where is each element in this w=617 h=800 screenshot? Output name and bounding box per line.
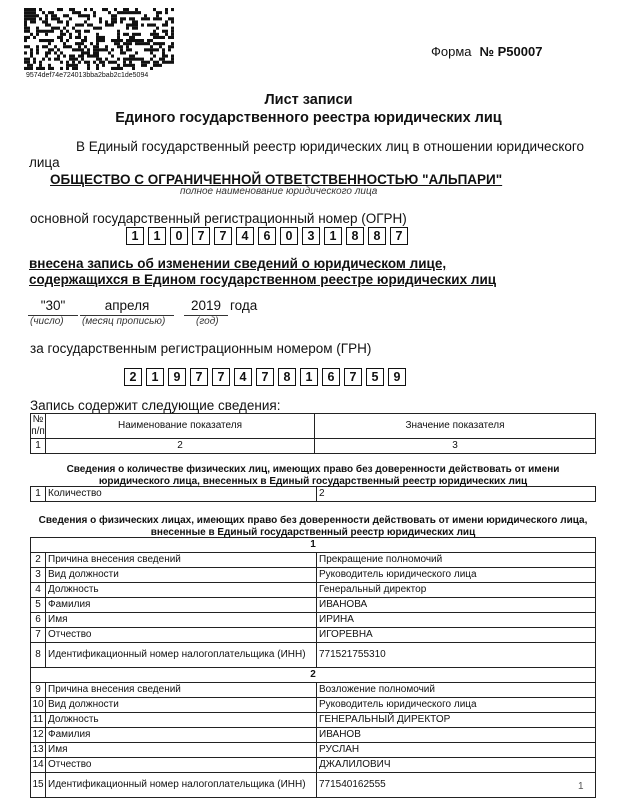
section-1-table: [30, 486, 596, 502]
barcode-hash: 9574def74e724013bba2bab2c1de5094: [26, 72, 149, 79]
date-year-suffix: года: [230, 298, 258, 313]
ogrn-digit-box: 1: [126, 227, 144, 245]
table-row: [31, 487, 596, 502]
row-name: Количество: [46, 487, 317, 502]
ogrn-digit-box: 7: [390, 227, 408, 245]
grn-digit-box: 7: [344, 368, 362, 386]
row-name: Отчество: [46, 628, 317, 643]
grn-label: за государственным регистрационным номером (ГРН): [30, 341, 372, 356]
ogrn-digit-box: 6: [258, 227, 276, 245]
row-number: 5: [31, 598, 46, 613]
row-number: 6: [31, 613, 46, 628]
table-index-row: [31, 439, 596, 454]
row-number: 15: [31, 773, 46, 798]
ogrn-digit-box: 3: [302, 227, 320, 245]
row-number: 12: [31, 728, 46, 743]
table-row: [31, 643, 596, 668]
table-row: [31, 628, 596, 643]
row-value: 771521755310: [317, 643, 596, 668]
grn-digit-box: 9: [168, 368, 186, 386]
row-name: Должность: [46, 713, 317, 728]
records-label: Запись содержит следующие сведения:: [30, 398, 281, 413]
row-value: Прекращение полномочий: [317, 553, 596, 568]
row-name: Фамилия: [46, 728, 317, 743]
row-value: ДЖАЛИЛОВИЧ: [317, 758, 596, 773]
table-row: [31, 613, 596, 628]
date-day-hint: (число): [30, 316, 64, 327]
row-value: 771540162555: [317, 773, 596, 798]
row-value: Руководитель юридического лица: [317, 568, 596, 583]
group-header-row: [31, 668, 596, 683]
ogrn-digit-box: 7: [192, 227, 210, 245]
form-label: Форма: [431, 44, 472, 59]
section-2-heading: Сведения о физических лицах, имеющих право без доверенности действовать от имени юридического лица, внесенные в Единый государственный реестр юридических лиц: [38, 515, 588, 538]
row-name: Причина внесения сведений: [46, 553, 317, 568]
grn-digit-box: 1: [146, 368, 164, 386]
entry-statement-line-2: содержащихся в Едином государственном реестре юридических лиц: [29, 272, 497, 287]
ogrn-digit-box: 7: [214, 227, 232, 245]
ogrn-digit-box: 4: [236, 227, 254, 245]
row-value: 2: [317, 487, 596, 502]
row-number: 7: [31, 628, 46, 643]
row-name: Фамилия: [46, 598, 317, 613]
group-label: 1: [31, 538, 596, 553]
grn-digit-box: 8: [278, 368, 296, 386]
grn-digit-box: 5: [366, 368, 384, 386]
index-cell-3: 3: [315, 439, 596, 454]
table-row: [31, 713, 596, 728]
index-cell-1: 1: [31, 439, 46, 454]
group-header-row: [31, 538, 596, 553]
row-value: ИВАНОВА: [317, 598, 596, 613]
grn-digit-box: 4: [234, 368, 252, 386]
document-subtitle: Единого государственного реестра юридических лиц: [115, 110, 502, 126]
table-row: [31, 583, 596, 598]
date-year: 2019: [184, 298, 228, 316]
row-value: ГЕНЕРАЛЬНЫЙ ДИРЕКТОР: [317, 713, 596, 728]
table-row: [31, 743, 596, 758]
table-row: [31, 598, 596, 613]
row-number: 1: [31, 487, 46, 502]
column-header-number: № п/п: [31, 414, 45, 437]
ogrn-digit-box: 8: [346, 227, 364, 245]
ogrn-label: основной государственный регистрационный номер (ОГРН): [30, 211, 407, 226]
row-name: Должность: [46, 583, 317, 598]
row-name: Имя: [46, 613, 317, 628]
company-name-hint: полное наименование юридического лица: [180, 186, 378, 197]
records-header-table: [30, 413, 596, 454]
row-number: 8: [31, 643, 46, 668]
row-value: Возложение полномочий: [317, 683, 596, 698]
row-value: Генеральный директор: [317, 583, 596, 598]
intro-line-1: В Единый государственный реестр юридических лиц в отношении юридического: [76, 139, 585, 154]
row-number: 14: [31, 758, 46, 773]
grn-digit-box: 1: [300, 368, 318, 386]
row-number: 11: [31, 713, 46, 728]
row-name: Идентификационный номер налогоплательщика (ИНН): [46, 773, 317, 798]
table-row: [31, 698, 596, 713]
ogrn-digit-box: 0: [280, 227, 298, 245]
table-row: [31, 773, 596, 798]
grn-digit-box: 6: [322, 368, 340, 386]
grn-digit-box: 2: [124, 368, 142, 386]
section-1-heading: Сведения о количестве физических лиц, имеющих право без доверенности действовать от имени юридического лица, внесенных в Единый государственный реестр юридических лиц: [66, 464, 560, 487]
row-name: Вид должности: [46, 698, 317, 713]
ogrn-digit-box: 1: [148, 227, 166, 245]
row-number: 3: [31, 568, 46, 583]
page-number: 1: [578, 781, 584, 792]
grn-digit-box: 7: [212, 368, 230, 386]
date-month-hint: (месяц прописью): [82, 316, 166, 327]
ogrn-digit-box: 0: [170, 227, 188, 245]
document-title: Лист записи: [264, 92, 353, 108]
form-code: № Р50007: [479, 44, 543, 59]
table-row: [31, 553, 596, 568]
date-month: апреля: [80, 298, 174, 316]
row-name: Отчество: [46, 758, 317, 773]
row-number: 4: [31, 583, 46, 598]
row-value: Руководитель юридического лица: [317, 698, 596, 713]
table-row: [31, 683, 596, 698]
group-label: 2: [31, 668, 596, 683]
grn-digit-box: 7: [190, 368, 208, 386]
row-value: ИРИНА: [317, 613, 596, 628]
row-number: 9: [31, 683, 46, 698]
grn-digit-box: 7: [256, 368, 274, 386]
row-value: ИГОРЕВНА: [317, 628, 596, 643]
company-name: ОБЩЕСТВО С ОГРАНИЧЕННОЙ ОТВЕТСТВЕННОСТЬЮ "АЛЬПАРИ": [50, 172, 503, 187]
entry-statement-line-1: внесена запись об изменении сведений о юридическом лице,: [29, 256, 447, 271]
date-day: "30": [28, 298, 78, 316]
grn-digit-boxes: [124, 368, 410, 386]
intro-line-2: лица: [29, 155, 60, 170]
form-number: [431, 44, 542, 59]
table-header-row: [31, 414, 596, 439]
row-number: 2: [31, 553, 46, 568]
table-row: [31, 568, 596, 583]
row-name: Имя: [46, 743, 317, 758]
ogrn-digit-boxes: [126, 227, 412, 245]
table-row: [31, 728, 596, 743]
row-value: РУСЛАН: [317, 743, 596, 758]
ogrn-digit-box: 1: [324, 227, 342, 245]
index-cell-2: 2: [46, 439, 315, 454]
row-number: 13: [31, 743, 46, 758]
barcode: [24, 8, 174, 70]
ogrn-digit-box: 8: [368, 227, 386, 245]
row-value: ИВАНОВ: [317, 728, 596, 743]
date-year-hint: (год): [196, 316, 219, 327]
table-row: [31, 758, 596, 773]
row-name: Вид должности: [46, 568, 317, 583]
grn-digit-box: 9: [388, 368, 406, 386]
section-2-table: [30, 537, 596, 798]
row-name: Причина внесения сведений: [46, 683, 317, 698]
row-number: 10: [31, 698, 46, 713]
column-header-name: Наименование показателя: [46, 414, 315, 439]
column-header-value: Значение показателя: [315, 414, 596, 439]
row-name: Идентификационный номер налогоплательщика (ИНН): [46, 643, 317, 668]
